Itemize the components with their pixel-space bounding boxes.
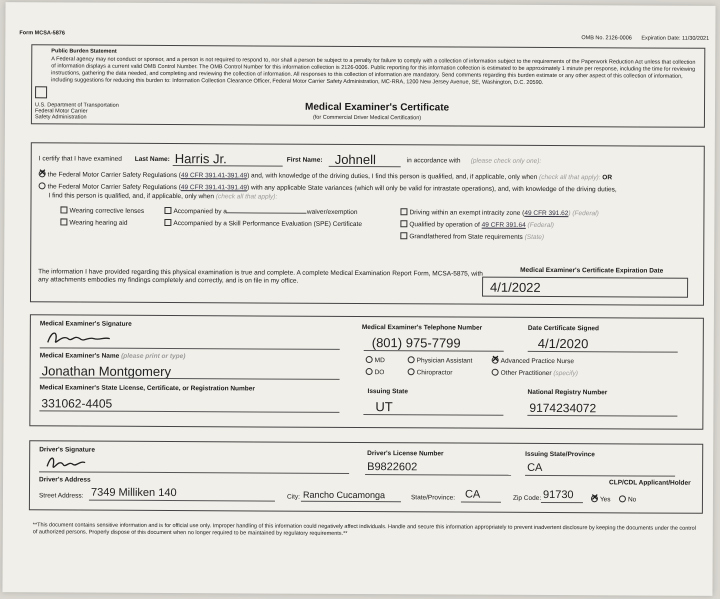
- zip-value[interactable]: 91730: [542, 488, 574, 502]
- clp-no: No: [619, 495, 636, 504]
- city-label: City:: [286, 493, 300, 501]
- burden-text: A Federal agency may not conduct or sponsor, and a person is not required to respond to, nor shall a person be subject to a penalty for failure to comply with a collection of information subject to the requirements of the Paperwork Reduction Act unless that collection of information displays a current valid OMB Control Number. The OMB Control Number for this information collection is 2126-0006. Public reporting for this information collection is estimated to be approximately 1 minute per response, including the time for reviewing instructions, gathering the data needed, and completing and reviewing the collection of information. All responses to this collection of information are mandatory. Send comments regarding this burden estimate or any other aspect of this collection of information, including suggestions for reducing this burden to: Information Collection Clearance Officer, Federal Motor Carrier Safety Administration, MC-RRA, 1200 New Jersey Avenue, SE, Washington, D.C. 20590.: [51, 56, 696, 86]
- examiner-phone-value[interactable]: (801) 975-7799: [371, 335, 461, 351]
- type-chiropractor: Chiropractor: [408, 368, 453, 377]
- certificate-paper: [2, 2, 715, 596]
- registry-label: National Registry Number: [527, 388, 608, 397]
- md-radio[interactable]: [366, 356, 373, 363]
- agency-line-2: Federal Motor Carrier: [34, 108, 88, 115]
- cond-corrective-lenses: Wearing corrective lenses: [60, 206, 144, 215]
- cond-intracity: Driving within an exempt intracity zone (49 CFR 391.62) (Federal): [400, 208, 598, 218]
- registry-value[interactable]: 9174234072: [529, 400, 597, 416]
- pa-radio[interactable]: [408, 356, 415, 363]
- corrective-lenses-checkbox[interactable]: [60, 206, 67, 213]
- state-label: State/Province:: [410, 494, 456, 502]
- cond-waiver: Accompanied by a waiver/exemption: [164, 207, 357, 217]
- license-value[interactable]: 331062-4405: [41, 396, 113, 411]
- last-name-label: Last Name:: [134, 155, 170, 164]
- intracity-checkbox[interactable]: [400, 208, 407, 215]
- issuing-state-value[interactable]: UT: [375, 399, 393, 415]
- date-signed-label: Date Certificate Signed: [527, 324, 600, 333]
- examiner-phone-label: Medical Examiner's Telephone Number: [361, 324, 483, 332]
- driver-license-value[interactable]: B9822602: [367, 461, 418, 474]
- option-state-radio[interactable]: [39, 182, 46, 189]
- form-id: Form MCSA-5876: [19, 30, 65, 37]
- cond-hearing-aid: Wearing hearing aid: [60, 218, 127, 227]
- omb-expiration: Expiration Date: 11/30/2021: [641, 35, 710, 42]
- other-practitioner-radio[interactable]: [492, 369, 499, 376]
- last-name-value: Harris Jr.: [174, 151, 227, 167]
- type-other: Other Practitioner (specify): [492, 369, 578, 378]
- omb-number: OMB No. 2126-0006: [581, 35, 632, 42]
- driver-address-label: Driver's Address: [39, 476, 91, 484]
- driver-signature-label: Driver's Signature: [39, 446, 95, 454]
- clp-no-radio[interactable]: [619, 495, 626, 502]
- first-name-label: First Name:: [286, 156, 323, 164]
- do-radio[interactable]: [366, 368, 373, 375]
- waiver-checkbox[interactable]: [164, 207, 171, 214]
- grandfathered-checkbox[interactable]: [400, 232, 407, 239]
- type-do: DO: [366, 368, 385, 377]
- type-pa: Physician Assistant: [408, 356, 473, 365]
- examiner-signature-label: Medical Examiner's Signature: [39, 320, 132, 328]
- examiner-name-label: Medical Examiner's Name (please print or type): [39, 352, 186, 361]
- qualified-391-64-checkbox[interactable]: [400, 220, 407, 227]
- hearing-aid-checkbox[interactable]: [60, 218, 67, 225]
- dot-logo-icon: [35, 86, 47, 98]
- driver-issuing-value[interactable]: CA: [527, 461, 543, 474]
- type-md: MD: [366, 356, 385, 365]
- cond-391-64: Qualified by operation of 49 CFR 391.64 (Federal): [400, 220, 554, 230]
- expiration-value[interactable]: 4/1/2022: [490, 279, 541, 295]
- date-signed-value[interactable]: 4/1/2020: [537, 335, 589, 352]
- chiropractor-radio[interactable]: [408, 368, 415, 375]
- page-subtitle: (for Commercial Driver Medical Certification): [312, 114, 422, 122]
- driver-signature-image: [43, 452, 89, 472]
- clp-yes: ✕ Yes: [591, 495, 611, 504]
- attestation-text: The information I have provided regarding this physical examination is true and complete. A complete Medical Examination Report Form, MCSA-5875, with any attachments embodies my findings completely and correctly, and is on file in my office.: [38, 268, 483, 285]
- issuing-state-label: Issuing State: [367, 388, 409, 396]
- driver-issuing-label: Issuing State/Province: [525, 450, 595, 459]
- license-label: Medical Examiner's State License, Certificate, or Registration Number: [39, 384, 255, 393]
- expiration-label: Medical Examiner's Certificate Expiration Date: [520, 266, 664, 275]
- certify-prefix: I certify that I have examined: [38, 155, 122, 163]
- street-value[interactable]: 7349 Milliken 140: [90, 486, 177, 500]
- first-name-value: Johnell: [334, 151, 376, 168]
- option-state: the Federal Motor Carrier Safety Regulations (49 CFR 391.41-391.49) with any applicable State variances (which will only be valid for intrastate operations), and, with knowledge of the driving duties,: [39, 182, 617, 194]
- street-label: Street Address:: [38, 492, 84, 500]
- spe-checkbox[interactable]: [164, 219, 171, 226]
- agency-line-1: U.S. Department of Transportation: [34, 102, 119, 109]
- examiner-signature-image: [44, 326, 114, 348]
- option-federal-radio[interactable]: [39, 170, 46, 177]
- clp-label: CLP/CDL Applicant/Holder: [609, 479, 691, 487]
- type-apn: ✕Advanced Practice Nurse: [492, 357, 574, 366]
- check-one-hint: (please check only one):: [470, 157, 542, 165]
- zip-label: Zip Code:: [512, 494, 542, 502]
- cond-spe: Accompanied by a Skill Performance Evaluation (SPE) Certificate: [164, 219, 362, 229]
- driver-license-label: Driver's License Number: [367, 450, 444, 458]
- apn-radio[interactable]: [492, 357, 499, 364]
- page-title: Medical Examiner's Certificate: [304, 101, 450, 114]
- cond-grandfathered: Grandfathered from State requirements (State): [400, 232, 544, 242]
- clp-yes-radio[interactable]: [591, 495, 598, 502]
- footer-disclaimer: **This document contains sensitive information and is for official use only. Improper handling of this information could negatively affect individuals. Handle and secure this information appropriately to prevent inadvertent disclosure by keeping the documents under the control of authorized persons. Properly dispose of this document when no longer required to be maintained by regulatory requirements.**: [32, 522, 696, 537]
- option-federal: ✕the Federal Motor Carrier Safety Regulations (49 CFR 391.41-391.49) and, with knowledge of the driving duties, I find this person is qualified, and, if applicable, only when (check all that apply): OR: [39, 170, 612, 182]
- accordance-text: in accordance with: [406, 157, 461, 165]
- burden-title: Public Burden Statement: [51, 48, 117, 55]
- examiner-name-value[interactable]: Jonathan Montgomery: [41, 363, 172, 380]
- agency-line-3: Safety Administration: [34, 114, 87, 121]
- state-value[interactable]: CA: [464, 488, 481, 501]
- option-state-cont: I find this person is qualified, and, if applicable, only when (check all that apply):: [48, 192, 278, 201]
- city-value[interactable]: Rancho Cucamonga: [302, 489, 386, 501]
